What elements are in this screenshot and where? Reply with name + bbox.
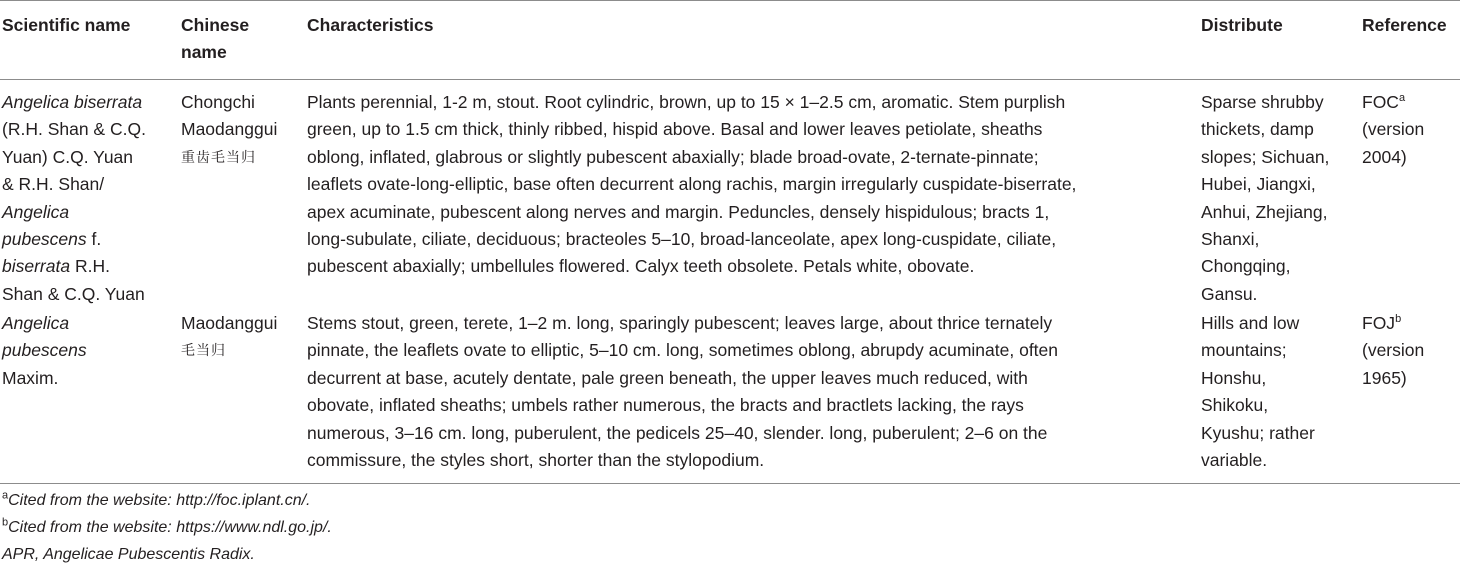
footnote-text: Cited from the website: https://www.ndl.go.jp/. [8,519,332,536]
distribute-line: variable. [1201,450,1268,471]
distribute-line: mountains; [1201,340,1287,361]
characteristics-line: leaflets ovate-long-elliptic, base often decurrent along rachis, margin irregularly cuspidate-biserrate, [307,174,1077,195]
distribute-line: Sparse shrubby [1201,92,1324,112]
chinese-name-characters: 毛当归 [181,342,226,359]
chinese-name-cell [181,310,277,365]
scientific-name-part: Maxim. [2,367,59,388]
scientific-name-cell [2,89,146,308]
distribute-line: Shanxi, [1201,229,1260,250]
reference-superscript: a [1398,92,1406,105]
characteristics-line: Stems stout, green, terete, 1–2 m. long, sparingly pubescent; leaves large, about thrice ternately [307,313,1053,333]
scientific-name-part: pubescens [2,340,87,361]
distribute-line: thickets, damp [1201,119,1314,140]
distribute-line: Hills and low [1201,313,1300,333]
characteristics-line: decurrent at base, acutely dentate, pale green beneath, the upper leaves much reduced, with [307,367,1028,388]
characteristics-line: numerous, 3–16 cm. long, puberulent, the pedicels 25–40, slender. long, puberulent; 2–6 on the [307,422,1048,443]
reference-name: FOJ [1362,313,1396,333]
distribute-cell [1201,310,1315,474]
chinese-name-cell [181,89,277,171]
distribute-line: Honshu, [1201,367,1267,388]
scientific-name-part: Angelica [2,201,70,222]
chinese-name-characters: 重齿毛当归 [181,148,256,165]
characteristics-line: pubescent abaxially; umbellules flowered. Calyx teeth obsolete. Petals white, obovate. [307,256,975,277]
scientific-name-part: & R.H. Shan/ [2,174,105,195]
footnote-marker: b [2,516,9,529]
reference-cell [1362,89,1424,171]
scientific-name-part: (R.H. Shan & C.Q. [2,119,146,140]
distribute-line: Hubei, Jiangxi, [1201,174,1316,195]
reference-version: 2004) [1362,146,1407,167]
header-bottom-rule [0,79,1460,80]
reference-superscript: b [1395,313,1402,326]
characteristics-line: long-subulate, ciliate, deciduous; bracteoles 5–10, broad-lanceolate, apex long-cuspidate, ciliate, [307,229,1057,250]
scientific-name-part: f. [86,229,102,250]
reference-version: 1965) [1362,367,1407,388]
reference-version: (version [1362,340,1425,361]
characteristics-line: obovate, inflated sheaths; umbels rather numerous, the bracts and bractlets lacking, the rays [307,395,1024,416]
footnote-text: APR, Angelicae Pubescentis Radix. [2,546,255,563]
distribute-line: Kyushu; rather [1201,422,1315,443]
footnote-text: Cited from the website: http://foc.iplant.cn/. [8,492,311,509]
header-chinese-name-line-1: Chinese [181,15,250,35]
header-chinese-name-line-2: name [181,42,227,62]
characteristics-line: green, up to 1.5 cm thick, thinly ribbed, hispid above. Basal and lower leaves petiolate, sheaths [307,119,1043,140]
characteristics-line: oblong, inflated, glabrous or slightly pubescent abaxially; blade broad-ovate, 2-ternate-pinnate; [307,146,1039,167]
scientific-name-part: Angelica biserrata [2,92,143,112]
characteristics-line: Plants perennial, 1-2 m, stout. Root cylindric, brown, up to 15 × 1–2.5 cm, aromatic. Stem purplish [307,92,1066,112]
distribute-line: Shikoku, [1201,395,1269,416]
characteristics-cell [307,310,1058,474]
scientific-name-part: pubescens [2,229,87,250]
characteristics-line: pinnate, the leaflets ovate to elliptic, 5–10 cm. long, sometimes oblong, abrupdy acuminate, often [307,340,1059,361]
distribute-line: Gansu. [1201,283,1258,304]
footnote [2,545,255,565]
table-top-rule [0,0,1460,1]
chinese-name-pinyin: Chongchi [181,92,255,112]
footnote-marker: a [2,489,9,502]
chinese-name-pinyin: Maodanggui [181,119,278,140]
scientific-name-part: R.H. [70,256,110,277]
characteristics-cell [307,89,1076,281]
reference-cell [1362,310,1424,392]
header-chinese-name [181,12,249,66]
table-bottom-rule [0,483,1460,484]
reference-name: FOC [1362,92,1399,112]
scientific-name-part: Yuan) C.Q. Yuan [2,146,134,167]
characteristics-line: commissure, the styles short, shorter than the stylopodium. [307,450,765,471]
reference-version: (version [1362,119,1425,140]
scientific-name-part: biserrata [2,256,71,277]
distribute-line: Anhui, Zhejiang, [1201,201,1328,222]
footnote [2,518,332,538]
scientific-name-part: Angelica [2,313,70,333]
distribute-line: slopes; Sichuan, [1201,146,1330,167]
distribute-line: Chongqing, [1201,256,1291,277]
characteristics-line: apex acuminate, pubescent along nerves and margin. Peduncles, densely hispidulous; bracts 1, [307,201,1050,222]
scientific-name-part: Shan & C.Q. Yuan [2,283,145,304]
chinese-name-pinyin: Maodanggui [181,313,278,333]
header-scientific-name: Scientific name [2,15,131,35]
footnote [2,491,311,511]
header-characteristics: Characteristics [307,15,434,35]
header-reference: Reference [1362,15,1447,35]
distribute-cell [1201,89,1329,308]
header-distribute: Distribute [1201,15,1283,35]
scientific-name-cell [2,310,87,392]
